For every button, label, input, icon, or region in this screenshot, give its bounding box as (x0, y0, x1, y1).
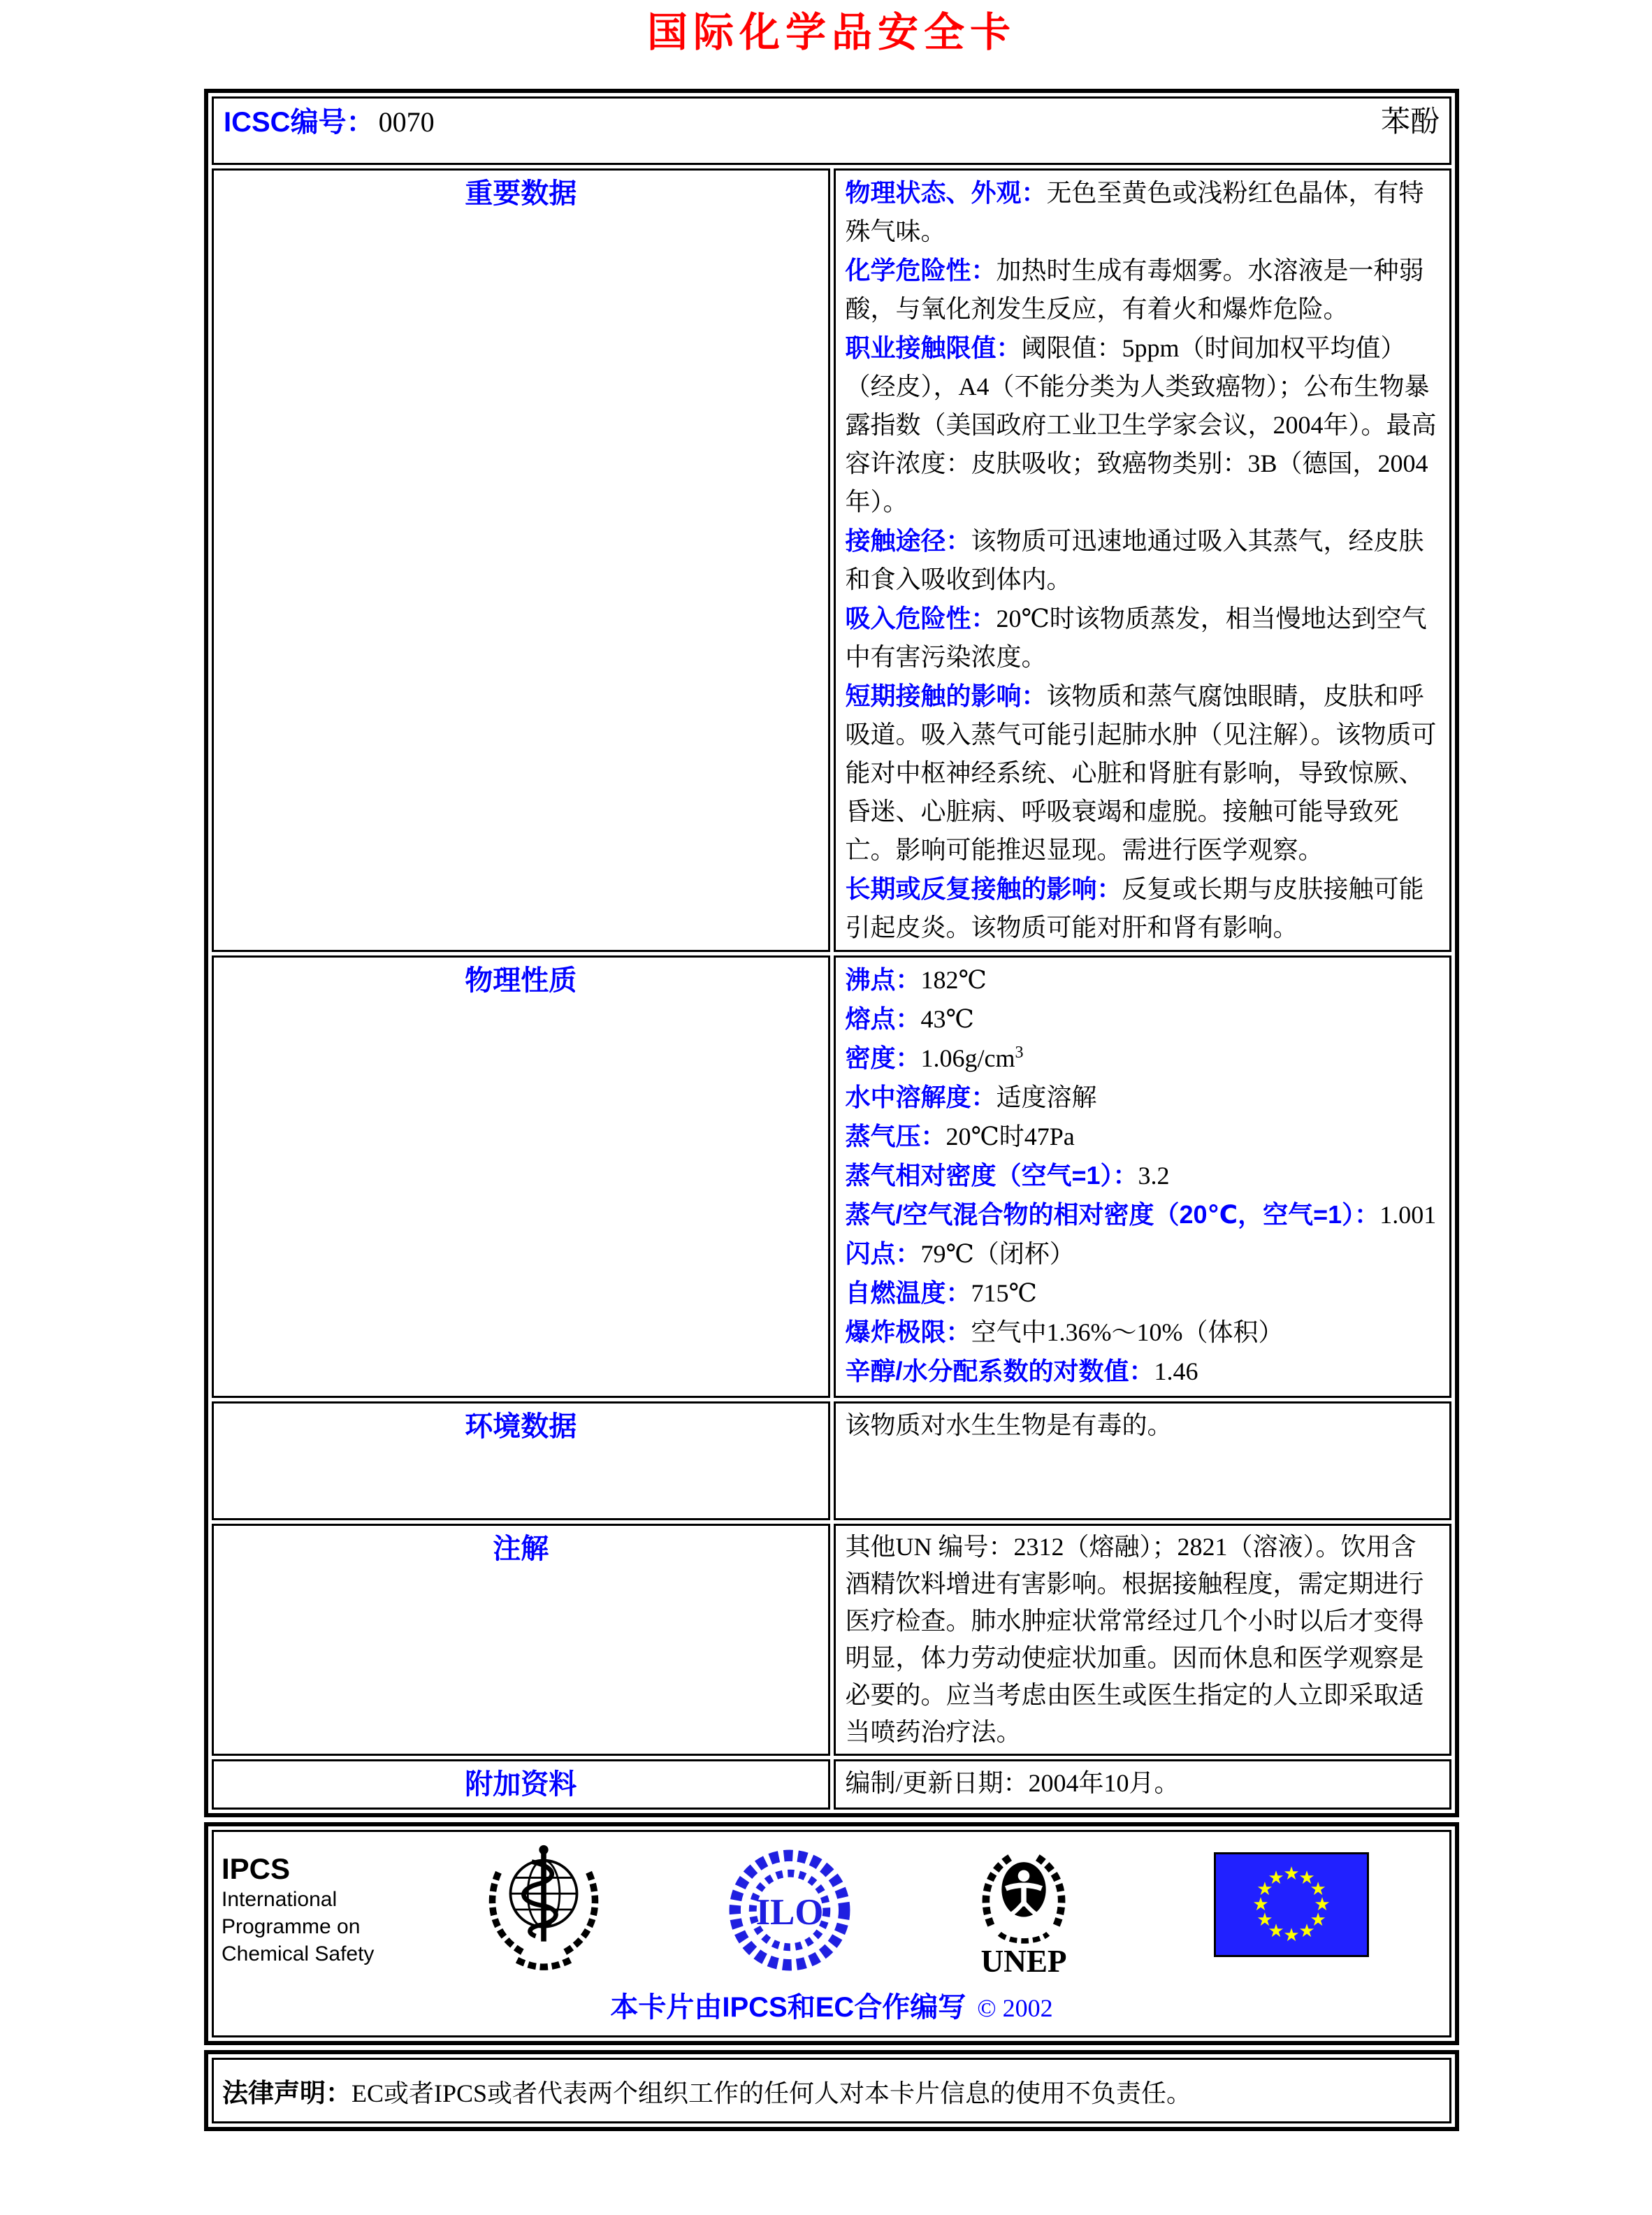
footer-logos-table (204, 1822, 1459, 2045)
field-inhalation-risk: 吸入危险性：20℃时该物质蒸发，相当慢地达到空气中有害污染浓度。 (845, 604, 1427, 671)
notes-row (212, 1524, 1451, 1756)
additional-info-row-label: 附加资料 (212, 1759, 830, 1810)
icsc-number-value: 0070 (378, 106, 435, 138)
field-long-term-effects: 长期或反复接触的影响：反复或长期与皮肤接触可能引起皮炎。该物质可能对肝和肾有影响。 (845, 874, 1424, 941)
physical-properties-row (212, 955, 1451, 1398)
eu-flag-icon (1214, 1852, 1369, 1957)
svg-text:★: ★ (1256, 1910, 1273, 1931)
ipcs-text-block: IPCS International Programme on Chemical Safety (222, 1841, 431, 1968)
additional-info-row (212, 1759, 1451, 1810)
svg-text:★: ★ (1314, 1894, 1331, 1915)
svg-text:★: ★ (1283, 1863, 1300, 1884)
environmental-data-content: 该物质对水生生物是有毒的。 (834, 1401, 1452, 1520)
prop-flash-point: 闪点：79℃（闭杯） (845, 1239, 1075, 1268)
svg-text:★: ★ (1310, 1879, 1326, 1900)
svg-text:★: ★ (1298, 1921, 1315, 1942)
footer-caption: 本卡片由IPCS和EC合作编写 (610, 1992, 966, 2023)
prop-density: 密度：$1.06g/cm^3$ (845, 1044, 1024, 1072)
svg-text:★: ★ (1252, 1894, 1269, 1915)
icsc-number-label: ICSC编号： (224, 106, 375, 138)
page-title: 国际化学品安全卡 (646, 10, 1016, 55)
ipcs-acronym: IPCS (222, 1852, 291, 1885)
important-data-content (834, 168, 1452, 952)
icsc-number-field (224, 100, 435, 140)
svg-text:★: ★ (1256, 1879, 1273, 1900)
logos-row (215, 1833, 1449, 1978)
svg-text:★: ★ (1298, 1867, 1315, 1889)
prop-melting-point: 熔点：43℃ (845, 1004, 974, 1033)
svg-text:★: ★ (1268, 1867, 1284, 1889)
environmental-data-row-label: 环境数据 (212, 1401, 830, 1520)
legal-notice-table (204, 2050, 1459, 2131)
prop-autoignition-temp: 自燃温度：715℃ (845, 1278, 1037, 1307)
svg-text:ILO: ILO (755, 1892, 824, 1933)
prop-vapor-density: 蒸气相对密度（空气=1）：3.2 (845, 1161, 1170, 1190)
field-physical-state: 物理状态、外观：无色至黄色或浅粉红色晶体，有特殊气味。 (845, 178, 1424, 245)
svg-text:★: ★ (1268, 1921, 1284, 1942)
notes-row-label: 注解 (212, 1524, 830, 1756)
field-chemical-danger: 化学危险性：加热时生成有毒烟雾。水溶液是一种弱酸，与氧化剂发生反应，有着火和爆炸危险。 (845, 256, 1424, 323)
unep-logo-icon (964, 1841, 1084, 1978)
environmental-data-row (212, 1401, 1451, 1520)
additional-info-content: 编制/更新日期：2004年10月。 (834, 1759, 1452, 1810)
prop-vapor-pressure: 蒸气压：20℃时47Pa (845, 1122, 1075, 1150)
prop-explosive-limits: 爆炸极限：空气中1.36%～10%（体积） (845, 1318, 1284, 1346)
physical-properties-content (834, 955, 1452, 1398)
footer-caption-row (215, 1985, 1449, 2025)
notes-content: 其他UN 编号：2312（熔融）；2821（溶液）。饮用含酒精饮料增进有害影响。根据接触程度，需定期进行医疗检查。肺水肿症状常常经过几个小时以后才变得明显，体力劳动使症状加重。因而休息和医学观察是必要的。应当考虑由医生或医生指定的人立即采取适当喷药治疗法。 (834, 1524, 1452, 1756)
prop-vapor-air-density: 蒸气/空气混合物的相对密度（20℃，空气=1）：1.001 (845, 1200, 1437, 1229)
prop-water-solubility: 水中溶解度：适度溶解 (845, 1083, 1097, 1111)
footer-copyright: © 2002 (977, 1994, 1053, 2022)
prop-logp: 辛醇/水分配系数的对数值：1.46 (845, 1357, 1198, 1385)
important-data-row (212, 168, 1451, 952)
header-row (212, 96, 1451, 165)
field-occupational-limits: 职业接触限值：阈限值：5ppm（时间加权平均值）（经皮），A4（不能分类为人类致癌物）；公布生物暴露指数（美国政府工业卫生学家会议，2004年）。最高容许浓度：皮肤吸收；致癌物类别：3B（德国，2004年）。 (845, 333, 1437, 516)
who-logo-icon (477, 1841, 610, 1978)
legal-notice-label: 法律声明： (222, 2079, 352, 2107)
prop-boiling-point: 沸点：182℃ (845, 965, 987, 994)
field-short-term-effects: 短期接触的影响：该物质和蒸气腐蚀眼睛，皮肤和呼吸道。吸入蒸气可能引起肺水肿（见注解）。该物质可能对中枢神经系统、心脏和肾脏有影响，导致惊厥、昏迷、心脏病、呼吸衰竭和虚脱。接触可能导致死亡。影响可能推迟显现。需进行医学观察。 (845, 681, 1437, 864)
svg-text:★: ★ (1310, 1910, 1326, 1931)
ilo-logo-icon (726, 1845, 853, 1975)
icsc-main-table (204, 89, 1459, 1817)
legal-notice-text: EC或者IPCS或者代表两个组织工作的任何人对本卡片信息的使用不负责任。 (352, 2079, 1192, 2107)
substance-name: 苯酚 (1380, 106, 1440, 138)
physical-properties-row-label: 物理性质 (212, 955, 830, 1398)
field-exposure-routes: 接触途径：该物质可迅速地通过吸入其蒸气，经皮肤和食入吸收到体内。 (845, 526, 1424, 593)
important-data-row-label: 重要数据 (212, 168, 830, 952)
svg-text:UNEP: UNEP (980, 1943, 1067, 1978)
svg-text:★: ★ (1283, 1925, 1300, 1946)
